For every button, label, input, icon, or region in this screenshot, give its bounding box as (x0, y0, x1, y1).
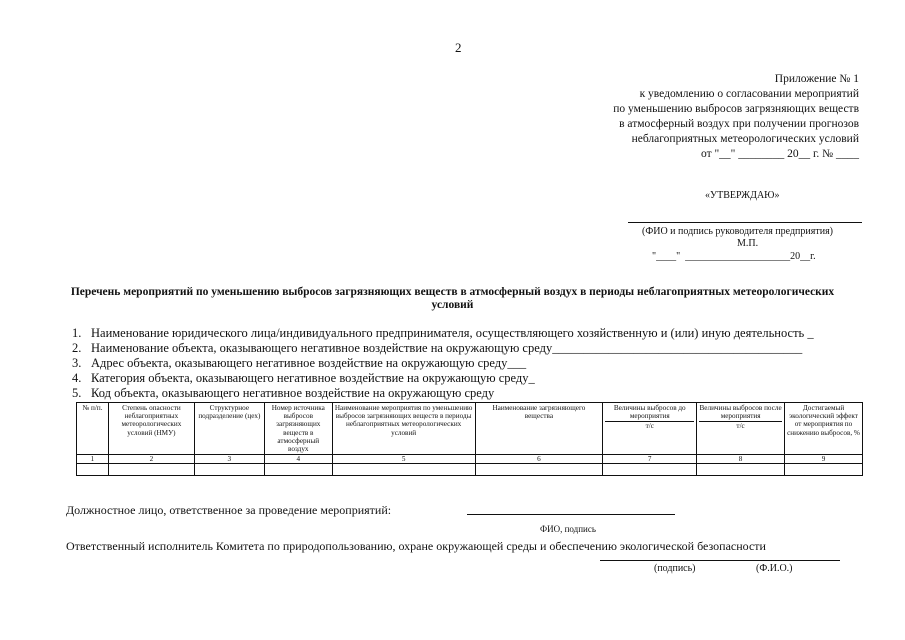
approval-fio-caption: (ФИО и подпись руководителя предприятия) (642, 226, 834, 237)
item-number: 5. (72, 386, 82, 400)
item-number: 2. (72, 341, 82, 355)
appendix-line: от "__" ________ 20__ г. № ____ (700, 148, 859, 160)
responsible-signature-line (467, 514, 675, 515)
table-cell (785, 464, 863, 476)
table-cell (194, 464, 264, 476)
item-text: Наименование объекта, оказывающего негативное воздействие на окружающую среду________________________________________ (91, 341, 803, 355)
appendix-line: Приложение № 1 (774, 73, 859, 85)
col-header-department: Структурное подразделение (цех) (194, 403, 264, 455)
measures-table (76, 402, 863, 476)
table-cell (697, 464, 785, 476)
column-number: 1 (77, 455, 109, 464)
column-number: 7 (603, 455, 697, 464)
table-number-row (77, 455, 863, 464)
column-number: 5 (332, 455, 475, 464)
col-header-measure-name: Наименование мероприятия по уменьшению выбросов загрязняющих веществ в периоды неблагоприятных метеорологических условий (332, 403, 475, 455)
table-row (77, 464, 863, 476)
emissions-before-unit: т/с (605, 421, 694, 430)
fio-caption-short: (Ф.И.О.) (756, 563, 793, 574)
item-text: Категория объекта, оказывающего негативное воздействие на окружающую среду_ (91, 371, 535, 385)
object-info-list (72, 326, 814, 401)
col-header-emissions-before (603, 403, 697, 455)
emissions-after-label: Величины выбросов после мероприятия (699, 404, 782, 421)
item-number: 1. (72, 326, 82, 340)
executor-signature-line (600, 560, 840, 561)
stamp-label: М.П. (737, 238, 759, 249)
page-number: 2 (455, 40, 462, 55)
column-number: 4 (264, 455, 332, 464)
appendix-line: неблагоприятных метеорологических условий (631, 133, 859, 145)
executor-label: Ответственный исполнитель Комитета по природопользованию, охране окружающей среды и обеспечению экологической безопасности (66, 539, 766, 553)
item-number: 3. (72, 356, 82, 370)
appendix-block (519, 72, 859, 162)
col-header-number: № п/п. (77, 403, 109, 455)
item-number: 4. (72, 371, 82, 385)
column-number: 3 (194, 455, 264, 464)
col-header-emissions-after (697, 403, 785, 455)
column-number: 6 (475, 455, 603, 464)
appendix-line: по уменьшению выбросов загрязняющих веществ (613, 103, 859, 115)
table-cell (264, 464, 332, 476)
approval-signature-line (628, 222, 862, 223)
list-item (72, 326, 814, 341)
appendix-line: к уведомлению о согласовании мероприятий (639, 88, 859, 100)
item-text: Наименование юридического лица/индивидуального предпринимателя, осуществляющего хозяйственную и (или) иную деятельность _ (91, 326, 814, 340)
list-item (72, 371, 814, 386)
col-header-nmu-level: Степень опасности неблагоприятных метеорологических условий (НМУ) (108, 403, 194, 455)
appendix-line: в атмосферный воздух при получении прогнозов (619, 118, 859, 130)
col-header-source-number: Номер источника выбросов загрязняющих веществ в атмосферный воздух (264, 403, 332, 455)
table-cell (475, 464, 603, 476)
item-text: Код объекта, оказывающего негативное воздействие на окружающую среду (91, 386, 495, 400)
responsible-person-label: Должностное лицо, ответственное за проведение мероприятий: (66, 503, 392, 517)
column-number: 2 (108, 455, 194, 464)
list-item (72, 341, 814, 356)
table-cell (332, 464, 475, 476)
table-cell (77, 464, 109, 476)
col-header-eco-effect: Достигаемый экологический эффект от мероприятия по снижению выбросов, % (785, 403, 863, 455)
table-cell (603, 464, 697, 476)
table-header-row (77, 403, 863, 455)
col-header-pollutant: Наименование загрязняющего вещества (475, 403, 603, 455)
table-cell (108, 464, 194, 476)
fio-signature-caption: ФИО, подпись (540, 524, 596, 534)
column-number: 9 (785, 455, 863, 464)
emissions-before-label: Величины выбросов до мероприятия (613, 404, 686, 421)
column-number: 8 (697, 455, 785, 464)
approval-date-line: "____" _____________________20__г. (652, 251, 816, 262)
list-item (72, 356, 814, 371)
signature-caption: (подпись) (654, 563, 696, 574)
approval-label: «УТВЕРЖДАЮ» (705, 190, 780, 201)
emissions-after-unit: т/с (699, 421, 782, 430)
list-item (72, 386, 814, 401)
document-title: Перечень мероприятий по уменьшению выбросов загрязняющих веществ в атмосферный воздух в периоды неблагоприятных метеорологических условий (70, 286, 835, 311)
item-text: Адрес объекта, оказывающего негативное воздействие на окружающую среду___ (91, 356, 527, 370)
